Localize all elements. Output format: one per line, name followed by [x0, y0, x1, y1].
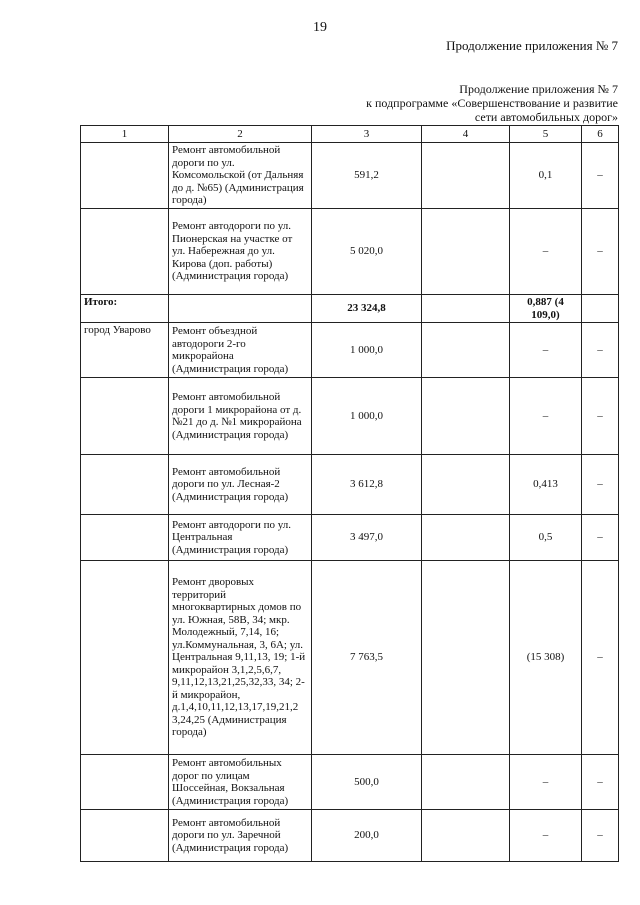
- cell-c6: –: [582, 455, 619, 515]
- cell-c4: [422, 209, 510, 295]
- cell-c1: [81, 755, 169, 810]
- cell-c3: 23 324,8: [312, 295, 422, 323]
- table-row: [81, 143, 619, 209]
- table-row: [81, 209, 619, 295]
- cell-c6: –: [582, 515, 619, 561]
- cell-c4: [422, 378, 510, 455]
- cell-c5: –: [510, 755, 582, 810]
- cell-c1: город Уварово: [81, 323, 169, 378]
- page-number: 19: [313, 20, 327, 35]
- cell-c4: [422, 295, 510, 323]
- cell-c2: Ремонт автомобильной дороги по ул. Заречной (Администрация города): [169, 810, 312, 862]
- cell-c4: [422, 143, 510, 209]
- cell-c4: [422, 810, 510, 862]
- column-header: 6: [582, 126, 619, 143]
- cell-c2: Ремонт автодороги по ул. Центральная (Администрация города): [169, 515, 312, 561]
- cell-c3: 3 612,8: [312, 455, 422, 515]
- total-row: [81, 295, 619, 323]
- column-header: 3: [312, 126, 422, 143]
- column-header: 5: [510, 126, 582, 143]
- table-row: [81, 515, 619, 561]
- cell-c6: –: [582, 209, 619, 295]
- cell-c3: 3 497,0: [312, 515, 422, 561]
- cell-c5: 0,887 (4 109,0): [510, 295, 582, 323]
- cell-c1: [81, 378, 169, 455]
- header-line-1: Продолжение приложения № 7: [459, 82, 618, 96]
- cell-c5: 0,1: [510, 143, 582, 209]
- cell-c6: [582, 295, 619, 323]
- cell-c3: 7 763,5: [312, 561, 422, 755]
- table-row: [81, 810, 619, 862]
- column-header: 4: [422, 126, 510, 143]
- table-row: [81, 755, 619, 810]
- cell-c3: 591,2: [312, 143, 422, 209]
- appendix-header: [298, 82, 618, 124]
- cell-c1: [81, 810, 169, 862]
- cell-c2: Ремонт дворовых территорий многоквартирных домов по ул. Южная, 58В, 34; мкр. Молодежный, 7,14, 16; ул.Коммунальная, 3, 6А; ул. Центральная 9,11,13, 19; 1-й микрорайон 3,1,2,5,6,7, 9,11,12,13,21,25,32,33, 34; 2-й микрорайон, д.1,4,10,11,12,13,17,19,21,2 3,24,25 (Администрация города): [169, 561, 312, 755]
- cell-c4: [422, 561, 510, 755]
- cell-c3: 1 000,0: [312, 378, 422, 455]
- cell-c2: [169, 295, 312, 323]
- cell-c1: [81, 143, 169, 209]
- cell-c1: [81, 455, 169, 515]
- cell-c1: [81, 561, 169, 755]
- cell-c3: 5 020,0: [312, 209, 422, 295]
- cell-c5: –: [510, 323, 582, 378]
- cell-c3: 500,0: [312, 755, 422, 810]
- cell-c1: [81, 209, 169, 295]
- cell-c6: –: [582, 143, 619, 209]
- cell-c5: –: [510, 209, 582, 295]
- cell-c4: [422, 455, 510, 515]
- continuation-heading: Продолжение приложения № 7: [446, 38, 618, 53]
- cell-c6: –: [582, 323, 619, 378]
- cell-c3: 200,0: [312, 810, 422, 862]
- cell-c5: (15 308): [510, 561, 582, 755]
- table-row: [81, 323, 619, 378]
- cell-c2: Ремонт объездной автодороги 2-го микрорайона (Администрация города): [169, 323, 312, 378]
- cell-c6: –: [582, 810, 619, 862]
- column-header: 2: [169, 126, 312, 143]
- cell-c2: Ремонт автомобильной дороги 1 микрорайона от д. №21 до д. №1 микрорайона (Администрация города): [169, 378, 312, 455]
- column-header: 1: [81, 126, 169, 143]
- cell-c5: –: [510, 810, 582, 862]
- program-table: [80, 125, 619, 862]
- header-line-3: сети автомобильных дорог»: [474, 110, 618, 124]
- cell-c4: [422, 755, 510, 810]
- cell-c6: –: [582, 755, 619, 810]
- cell-c4: [422, 323, 510, 378]
- table-row: [81, 378, 619, 455]
- table-row: [81, 561, 619, 755]
- header-line-2: к подпрограмме «Совершенствование и развитие: [366, 96, 618, 110]
- cell-c2: Ремонт автомобильной дороги по ул. Лесная-2 (Администрация города): [169, 455, 312, 515]
- cell-c3: 1 000,0: [312, 323, 422, 378]
- cell-c2: Ремонт автомобильных дорог по улицам Шоссейная, Вокзальная (Администрация города): [169, 755, 312, 810]
- cell-c4: [422, 515, 510, 561]
- cell-c6: –: [582, 561, 619, 755]
- cell-c1: Итого:: [81, 295, 169, 323]
- cell-c1: [81, 515, 169, 561]
- table-row: [81, 455, 619, 515]
- table-header-row: [81, 126, 619, 143]
- cell-c5: 0,413: [510, 455, 582, 515]
- cell-c5: –: [510, 378, 582, 455]
- cell-c2: Ремонт автодороги по ул. Пионерская на участке от ул. Набережная до ул. Кирова (доп. работы) (Администрация города): [169, 209, 312, 295]
- cell-c6: –: [582, 378, 619, 455]
- cell-c2: Ремонт автомобильной дороги по ул. Комсомольской (от Дальняя до д. №65) (Администрация города): [169, 143, 312, 209]
- cell-c5: 0,5: [510, 515, 582, 561]
